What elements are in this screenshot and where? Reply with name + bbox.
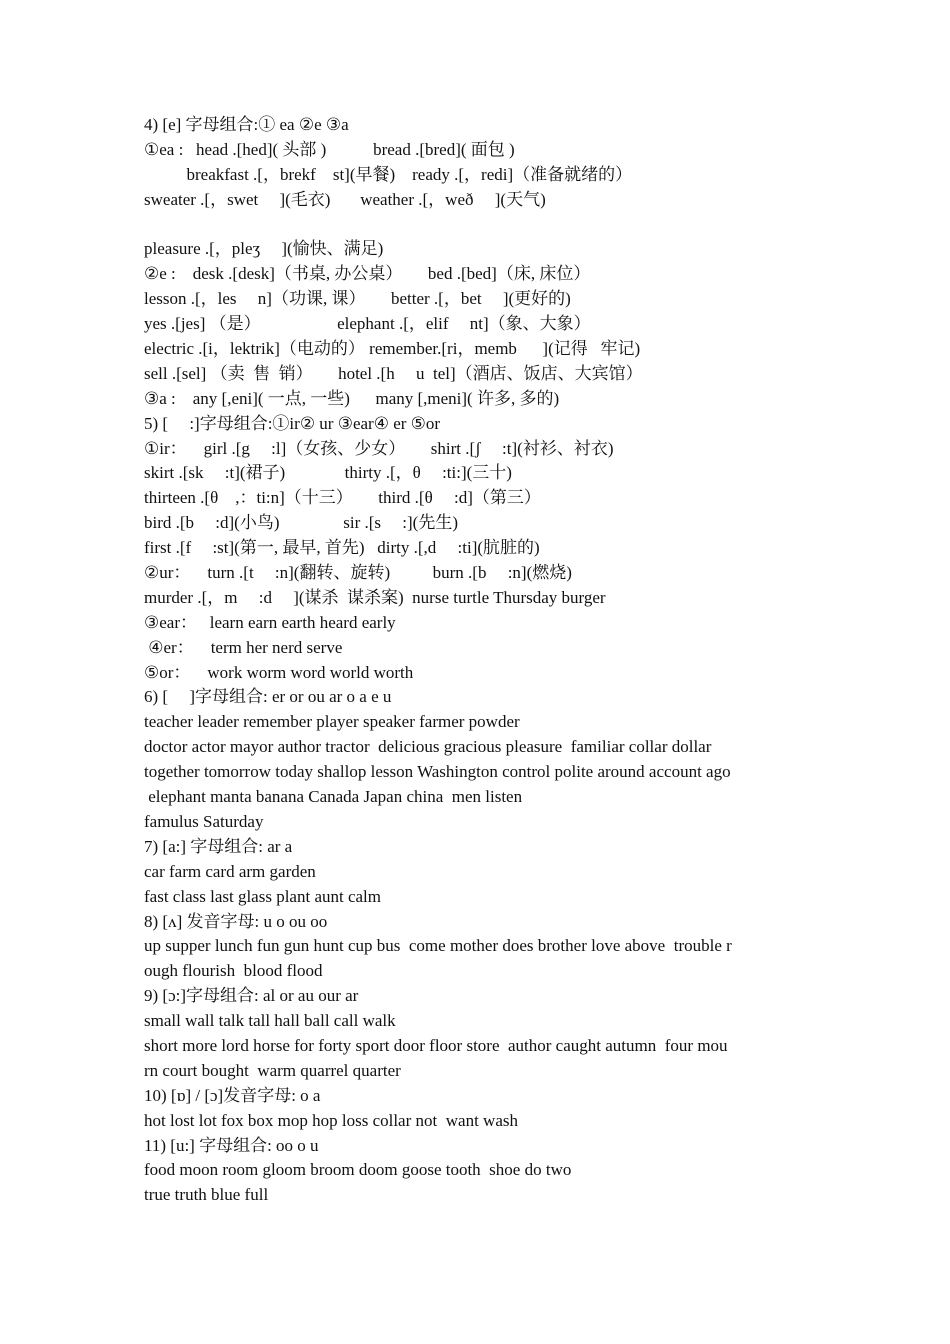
section-heading-open-o-long: 9) [ɔ:]字母组合: al or au our ar xyxy=(144,986,359,1006)
text-line: lesson .[，les n]（功课, 课） better .[，bet ](更好的) xyxy=(144,289,571,309)
text-line: bird .[b :d](小鸟) sir .[s :](先生) xyxy=(144,513,458,533)
section-heading-er: 5) [ :]字母组合:①ir② ur ③ear④ er ⑤or xyxy=(144,413,441,433)
text-line: car farm card arm garden xyxy=(144,861,316,881)
text-line: famulus Saturday xyxy=(144,811,264,831)
text-line: sweater .[，swet ](毛衣) weather .[，weð ](天气) xyxy=(144,189,546,209)
text-line: ②e : desk .[desk]（书桌, 办公桌） bed .[bed]（床, 床位） xyxy=(144,264,591,284)
blank-line xyxy=(144,213,824,238)
text-line: sell .[sel] （卖 售 销） hotel .[h u tel]（酒店、饭店、大宾馆） xyxy=(144,363,643,383)
text-line: thirteen .[θ ,：ti:n]（十三） third .[θ :d]（第三） xyxy=(144,488,541,508)
text-line: breakfast .[，brekf st](早餐) ready .[，redi]（准备就绪的） xyxy=(144,164,633,184)
section-heading-schwa: 6) [ ]字母组合: er or ou ar o a e u xyxy=(144,687,392,707)
text-line: hot lost lot fox box mop hop loss collar not want wash xyxy=(144,1110,518,1130)
text-line: rn court bought warm quarrel quarter xyxy=(144,1060,401,1080)
text-line: ④er： term her nerd serve xyxy=(144,637,343,657)
text-line: elephant manta banana Canada Japan china men listen xyxy=(144,787,523,807)
text-line: together tomorrow today shallop lesson Washington control polite around account ago xyxy=(144,762,731,782)
text-line: ③ear： learn earn earth heard early xyxy=(144,612,396,632)
text-line: murder .[，m :d ](谋杀 谋杀案) nurse turtle Thursday burger xyxy=(144,587,606,607)
text-line: skirt .[sk :t](裙子) thirty .[，θ :ti:](三十) xyxy=(144,463,512,483)
text-line: ⑤or： work worm word world worth xyxy=(144,662,414,682)
text-line: ough flourish blood flood xyxy=(144,961,323,981)
document-page xyxy=(144,113,824,1208)
text-line: up supper lunch fun gun hunt cup bus come mother does brother love above trouble r xyxy=(144,936,732,956)
text-line: ③a : any [,eni]( 一点, 一些) many [,meni]( 许多, 多的) xyxy=(144,388,560,408)
section-heading-wedge: 8) [ʌ] 发音字母: u o ou oo xyxy=(144,911,328,931)
text-line: ②ur： turn .[t :n](翻转、旋转) burn .[b :n](燃烧) xyxy=(144,563,572,583)
section-heading-a-long: 7) [a:] 字母组合: ar a xyxy=(144,836,293,856)
text-line: electric .[i，lektrik]（电动的） remember.[ri，memb ](记得 牢记) xyxy=(144,339,641,359)
section-heading-e: 4) [e] 字母组合:① ea ②e ③a xyxy=(144,115,349,134)
text-line: teacher leader remember player speaker farmer powder xyxy=(144,712,520,732)
text-line: ①ir： girl .[g :l]（女孩、少女） shirt .[ʃ :t](衬衫、衬衣) xyxy=(144,438,614,458)
text-line: fast class last glass plant aunt calm xyxy=(144,886,381,906)
text-line: first .[f :st](第一, 最早, 首先) dirty .[,d :ti](肮脏的) xyxy=(144,538,540,558)
text-line: pleasure .[，pleʒ ](愉快、满足) xyxy=(144,239,384,259)
section-heading-u-long: 11) [u:] 字母组合: oo o u xyxy=(144,1135,319,1155)
text-line: true truth blue full xyxy=(144,1185,269,1205)
text-line: yes .[jes] （是） elephant .[，elif nt]（象、大象） xyxy=(144,314,591,334)
section-heading-short-o: 10) [ɒ] / [ɔ]发音字母: o a xyxy=(144,1085,321,1105)
text-line: doctor actor mayor author tractor delicious gracious pleasure familiar collar dollar xyxy=(144,737,712,757)
text-line: short more lord horse for forty sport door floor store author caught autumn four mou xyxy=(144,1035,728,1055)
text-line: small wall talk tall hall ball call walk xyxy=(144,1011,396,1031)
text-line: ①ea : head .[hed]( 头部 ) bread .[bred]( 面包 ) xyxy=(144,139,515,159)
text-line: food moon room gloom broom doom goose tooth shoe do two xyxy=(144,1160,572,1180)
